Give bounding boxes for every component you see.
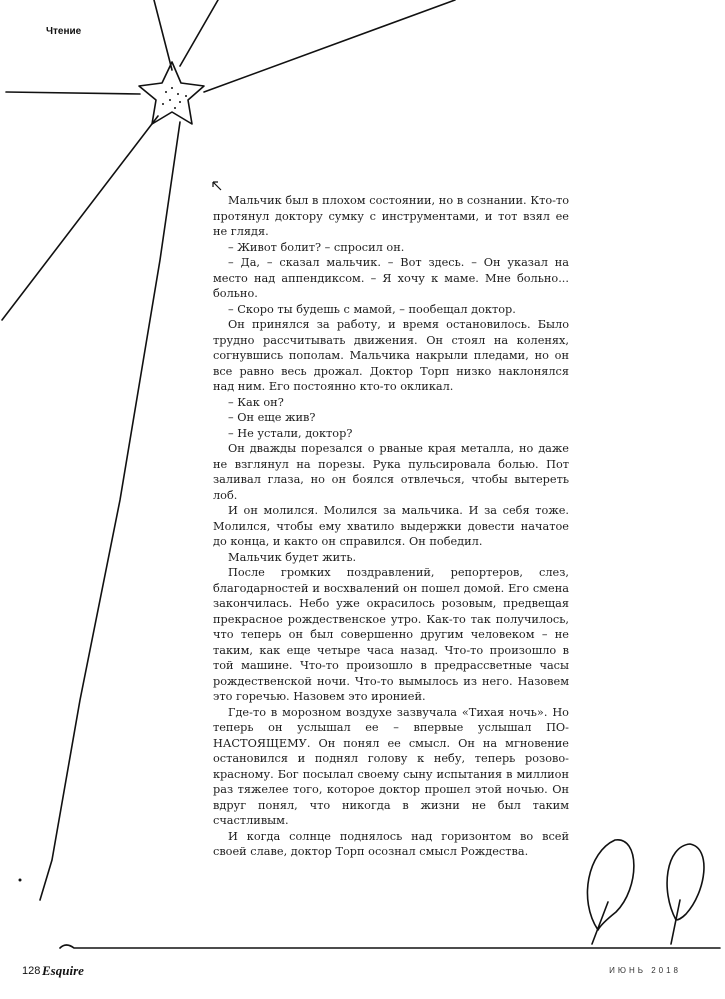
tree-left: [587, 840, 633, 944]
star-dot: [169, 99, 171, 101]
paragraph: Где-то в морозном воздухе зазвучала «Тихая ночь». Но теперь он услышал ее – впервые услышал ПО-НАСТОЯЩЕМУ. Он понял ее смысл. Он на мгновение остановился и поднял голову к небу, теперь розово-красному. Бог посылал своему сыну испытания в миллион раз тяжелее того, которое доктор прошел этой ночью. Он вдруг понял, что никогда в жизни не был таким счастливым.: [213, 705, 569, 827]
paragraph: – Он еще жив?: [228, 411, 316, 424]
article-body: [213, 193, 569, 860]
star-dot: [185, 95, 187, 97]
section-label: Чтение: [46, 26, 82, 37]
ray-down-left: [2, 116, 158, 320]
star-dot: [179, 101, 181, 103]
paragraph: Мальчик был в плохом состоянии, но в сознании. Кто-то протянул доктору сумку с инструментами, и тот взял ее не глядя.: [213, 194, 569, 238]
paragraph: Мальчик будет жить.: [228, 550, 357, 564]
ray-down: [40, 122, 180, 900]
issue-date: ИЮНЬ 2018: [609, 966, 681, 975]
ray-end-dot: [19, 879, 22, 882]
star-dot: [165, 91, 167, 93]
star-icon: [139, 62, 204, 124]
ray-up-right: [180, 0, 218, 66]
ray-right: [204, 0, 455, 92]
ray-left: [6, 92, 140, 94]
star-dot: [177, 93, 179, 95]
star-dot: [171, 87, 173, 89]
paragraph: – Как он?: [228, 395, 284, 409]
paragraph: – Да, – сказал мальчик. – Вот здесь. – Он указал на место над аппендиксом. – Я хочу к маме. Мне больно... больно.: [213, 256, 569, 300]
paragraph: – Скоро ты будешь с мамой, – пообещал доктор.: [228, 302, 516, 316]
tree-right: [667, 844, 704, 944]
paragraph: – Живот болит? – спросил он.: [228, 240, 405, 254]
paragraph: И он молился. Молился за мальчика. И за себя тоже. Молился, чтобы ему хватило выдержки довести начатое до конца, и както он справился. Он победил.: [213, 504, 569, 548]
paragraph: – Не устали, доктор?: [228, 426, 353, 440]
star-dot: [162, 103, 164, 105]
star-dot: [174, 107, 176, 109]
page-number: 128: [22, 965, 41, 977]
brand-logo: Esquire: [42, 963, 84, 978]
horizon-line: [60, 945, 720, 948]
ray-up: [154, 0, 172, 70]
paragraph: После громких поздравлений, репортеров, слез, благодарностей и восхвалений он пошел домой. Его смена закончилась. Небо уже окрасилось розовым, предвещая прекрасное рождественское утро. Как-то так получилось, что теперь он был совершенно другим человеком – не таким, как еще четыре часа назад. Что-то произошло в той машине. Что-то произошло в предрассветные часы рождественской ночи. Что-то вымылось из него. Назовем это горечью. Назовем это иронией.: [213, 566, 569, 703]
paragraph: Он принялся за работу, и время остановилось. Было трудно рассчитывать движения. Он стоял на коленях, согнувшись пополам. Мальчика накрыли пледами, но он все равно весь дрожал. Доктор Торп низко наклонялся над ним. Его постоянно кто-то окликал.: [213, 318, 569, 393]
corner-mark-icon: [212, 181, 224, 193]
paragraph: Он дважды порезался о рваные края металла, но даже не взглянул на порезы. Рука пульсировала болью. Пот заливал глаза, но он боялся отвлечься, чтобы вытереть лоб.: [213, 442, 569, 502]
paragraph: И когда солнце поднялось над горизонтом во всей своей славе, доктор Торп осознал смысл Рождества.: [213, 829, 569, 858]
